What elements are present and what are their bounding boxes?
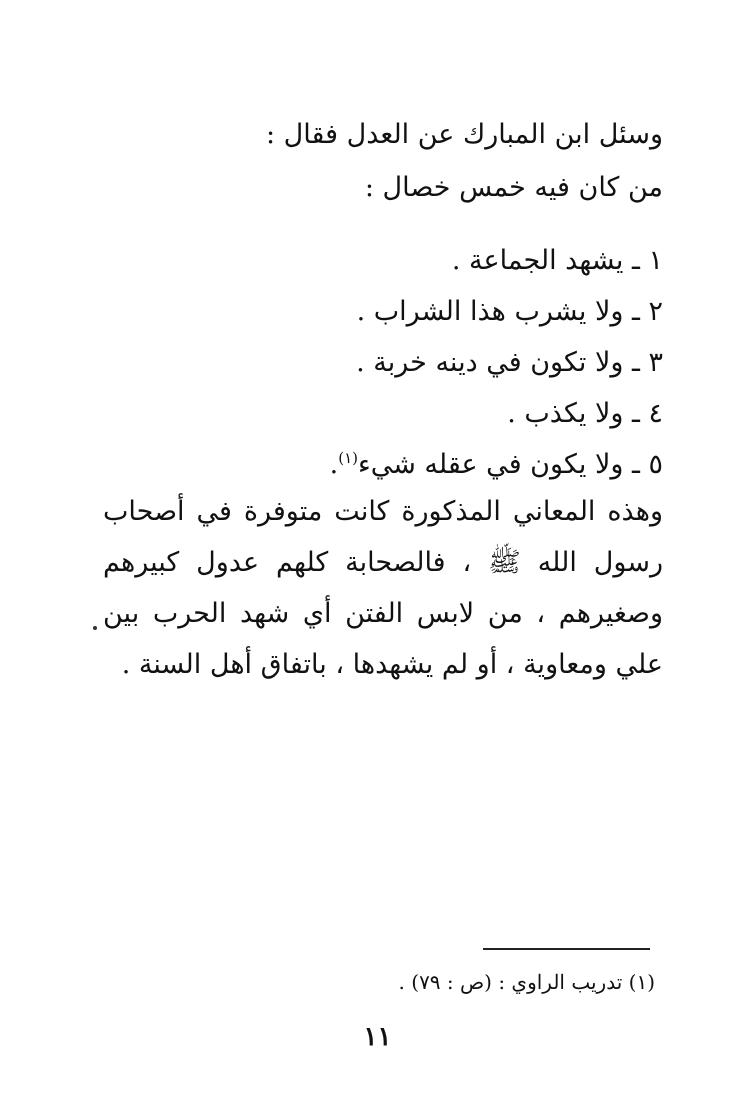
list-item-5-text: ٥ ـ ولا يكون في عقله شيء <box>358 449 663 480</box>
list-item-2: ٢ ـ ولا يشرب هذا الشراب . <box>356 296 663 327</box>
list-item-5-end: . <box>329 449 339 480</box>
body-paragraph: وهذه المعاني المذكورة كانت متوفرة في أصحاب رسول الله ﷺ ، فالصحابة كلهم عدول كبيرهم وصغيرهم ، من لابس الفتن أي شهد الحرب بين علي ومعاوية ، أو لم يشهدها ، باتفاق أهل السنة . <box>103 496 663 680</box>
print-speck <box>93 626 97 630</box>
footnote-separator <box>483 948 650 950</box>
list-item-5 <box>103 439 663 490</box>
footnote-reference: (١) <box>338 449 359 467</box>
footnote: (١) تدريب الراوي : (ص : ٧٩) . <box>398 970 655 994</box>
intro-line-2: من كان فيه خمس خصال : <box>364 172 663 203</box>
list-item-4: ٤ ـ ولا يكذب . <box>507 398 663 429</box>
intro-line-1: وسئل ابن المبارك عن العدل فقال : <box>265 119 663 150</box>
list-item-3: ٣ ـ ولا تكون في دينه خربة . <box>356 347 663 378</box>
conditions-list <box>103 235 663 490</box>
intro <box>103 108 663 214</box>
page-number: ١١ <box>363 1022 392 1052</box>
list-item-1: ١ ـ يشهد الجماعة . <box>451 245 663 276</box>
